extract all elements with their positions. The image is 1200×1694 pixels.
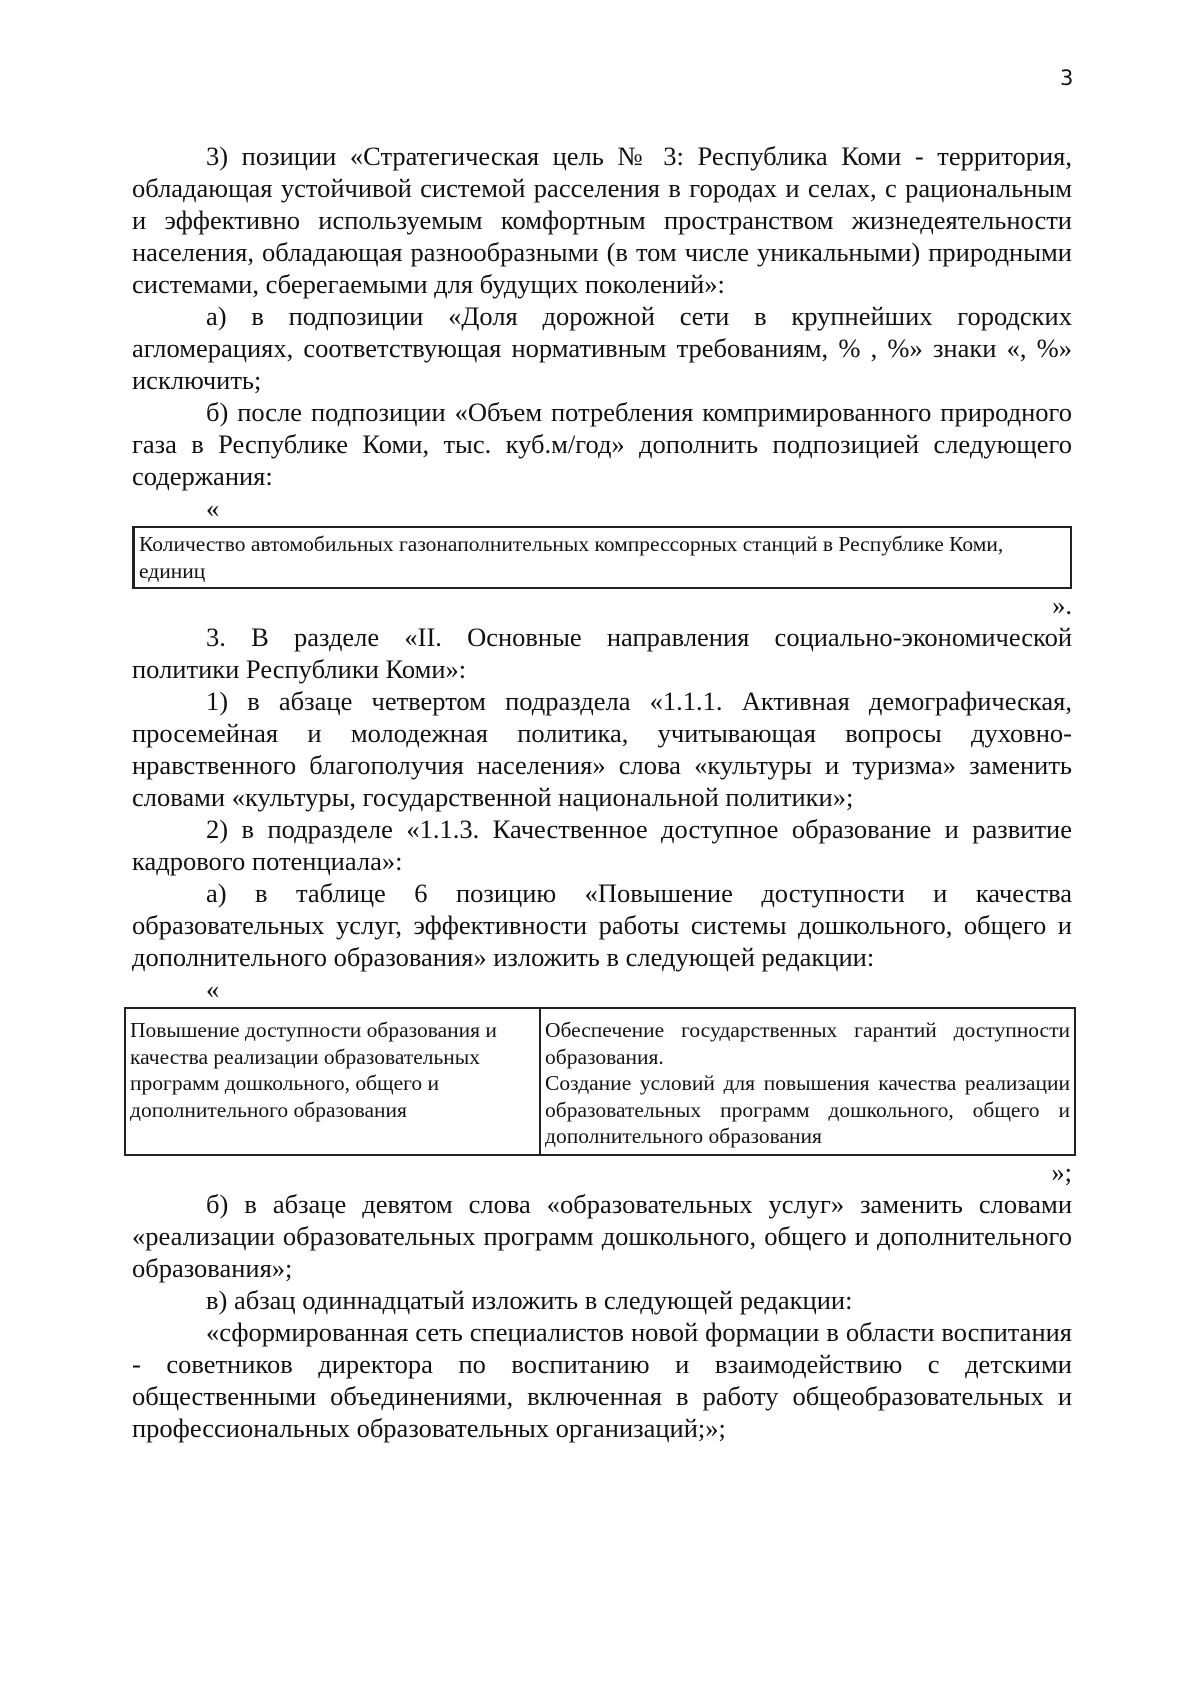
paragraph-section-2: 3. В разделе «II. Основные направления социально-экономической политики Республики Коми»: [132, 622, 1072, 684]
paragraph-position-3: 3) позиции «Стратегическая цель № 3: Республика Коми - территория, обладающая устойчивой системой расселения в городах и селах, с рациональным и эффективно используемым комфортным пространством жизнедеятельности населения, обладающая разнообразными (в том числе уникальными) природными системами, сберегаемыми для будущих поколений»: [132, 141, 1072, 299]
table-cell-tasks [540, 1008, 1075, 1155]
inserted-subposition-box: Количество автомобильных газонаполнительных компрессорных станций в Республике Коми, единиц [132, 526, 1072, 589]
page-number: 3 [1060, 66, 1074, 90]
task-text: Обеспечение государственных гарантий доступности образования. [545, 1018, 1070, 1069]
paragraph-item-2a: а) в таблице 6 позицию «Повышение доступности и качества образовательных услуг, эффективности работы системы дошкольного, общего и дополнительного образования» изложить в следующей редакции: [132, 878, 1072, 972]
opening-quote-mark: « [206, 974, 220, 1004]
paragraph-item-2: 2) в подразделе «1.1.3. Качественное доступное образование и развитие кадрового потенциала»: [132, 814, 1072, 876]
paragraph-item-1: 1) в абзаце четвертом подраздела «1.1.1. Активная демографическая, просемейная и молодежная политика, учитывающая вопросы духовно-нравственного благополучия населения» слова «культуры и туризма» заменить словами «культуры, государственной национальной политики»; [132, 686, 1072, 812]
document-body [132, 140, 1072, 1444]
table-row [125, 1008, 1075, 1155]
paragraph-item-2c: в) абзац одиннадцатый изложить в следующей редакции: [206, 1284, 853, 1315]
paragraph-item-2b: б) в абзаце девятом слова «образовательных услуг» заменить словами «реализации образовательных программ дошкольного, общего и дополнительного образования»; [132, 1188, 1072, 1283]
closing-quote-mark: ». [1052, 590, 1072, 620]
paragraph-subposition-a: а) в подпозиции «Доля дорожной сети в крупнейших городских агломерациях, соответствующая нормативным требованиям, % , %» знаки «, %» исключить; [132, 301, 1072, 395]
task-text: Создание условий для повышения качества реализации образовательных программ дошкольного, общего и дополнительного образования [545, 1071, 1070, 1148]
paragraph-subposition-b: б) после подпозиции «Объем потребления компримированного природного газа в Республике Коми, тыс. куб.м/год» дополнить подпозицией следующего содержания: [132, 397, 1072, 491]
table-6-position [124, 1007, 1076, 1156]
opening-quote-mark: « [206, 493, 220, 523]
table-cell-position: Повышение доступности образования и качества реализации образовательных программ дошкольного, общего и дополнительного образования [125, 1008, 540, 1155]
paragraph-new-text: «сформированная сеть специалистов новой формации в области воспитания - советников директора по воспитанию и взаимодействию с детскими общественными объединениями, включенная в работу общеобразовательных и профессиональных образовательных организаций;»; [132, 1316, 1072, 1443]
closing-quote-mark: »; [1051, 1156, 1072, 1187]
